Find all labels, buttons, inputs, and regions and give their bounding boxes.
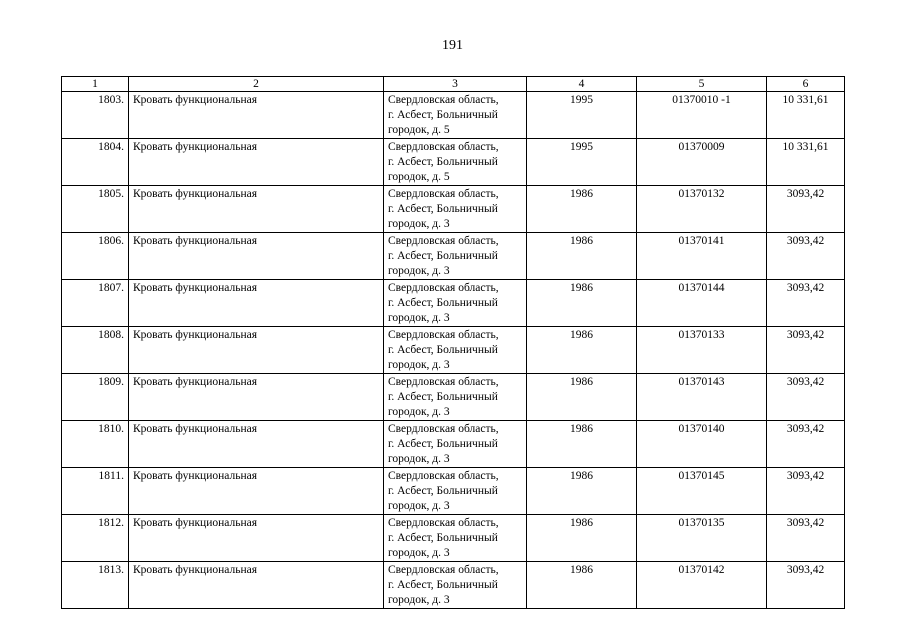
header-col-4: 4 — [527, 77, 637, 92]
table-row — [62, 421, 845, 468]
header-col-1: 1 — [62, 77, 129, 92]
item-cost: 3093,42 — [767, 186, 845, 233]
item-name: Кровать функциональная — [129, 280, 384, 327]
address-line: городок, д. 3 — [388, 500, 450, 512]
item-cost: 3093,42 — [767, 327, 845, 374]
table-row — [62, 562, 845, 609]
item-address — [384, 374, 527, 421]
item-cost: 3093,42 — [767, 562, 845, 609]
inventory-table — [61, 76, 845, 609]
header-col-3: 3 — [384, 77, 527, 92]
item-address — [384, 327, 527, 374]
row-number: 1803. — [62, 92, 129, 139]
item-name: Кровать функциональная — [129, 327, 384, 374]
item-year: 1986 — [527, 186, 637, 233]
inventory-number: 01370140 — [637, 421, 767, 468]
item-name: Кровать функциональная — [129, 233, 384, 280]
address-line: городок, д. 3 — [388, 453, 450, 465]
row-number: 1807. — [62, 280, 129, 327]
item-year: 1986 — [527, 233, 637, 280]
address-line: городок, д. 3 — [388, 547, 450, 559]
page-number: 191 — [442, 38, 463, 53]
table-row — [62, 374, 845, 421]
address-line: Свердловская область, — [388, 141, 499, 153]
inventory-number: 01370142 — [637, 562, 767, 609]
address-line: г. Асбест, Больничный — [388, 250, 498, 262]
table-header — [62, 77, 845, 92]
inventory-number: 01370144 — [637, 280, 767, 327]
address-line: г. Асбест, Больничный — [388, 156, 498, 168]
table-row — [62, 139, 845, 186]
item-year: 1986 — [527, 562, 637, 609]
row-number: 1805. — [62, 186, 129, 233]
table-row — [62, 280, 845, 327]
table-row — [62, 327, 845, 374]
item-address — [384, 562, 527, 609]
address-line: Свердловская область, — [388, 94, 499, 106]
inventory-number: 01370132 — [637, 186, 767, 233]
address-line: Свердловская область, — [388, 376, 499, 388]
item-name: Кровать функциональная — [129, 468, 384, 515]
item-address — [384, 421, 527, 468]
row-number: 1810. — [62, 421, 129, 468]
address-line: г. Асбест, Больничный — [388, 532, 498, 544]
table-row — [62, 515, 845, 562]
item-year: 1986 — [527, 515, 637, 562]
item-address — [384, 233, 527, 280]
inventory-number: 01370143 — [637, 374, 767, 421]
item-year: 1986 — [527, 280, 637, 327]
item-name: Кровать функциональная — [129, 139, 384, 186]
item-cost: 3093,42 — [767, 468, 845, 515]
address-line: г. Асбест, Больничный — [388, 297, 498, 309]
item-address — [384, 280, 527, 327]
item-address — [384, 515, 527, 562]
address-line: Свердловская область, — [388, 517, 499, 529]
address-line: Свердловская область, — [388, 470, 499, 482]
table-body — [62, 92, 845, 609]
header-row — [62, 77, 845, 92]
item-address — [384, 186, 527, 233]
address-line: городок, д. 3 — [388, 406, 450, 418]
address-line: городок, д. 3 — [388, 312, 450, 324]
table-row — [62, 186, 845, 233]
item-year: 1995 — [527, 92, 637, 139]
item-cost: 10 331,61 — [767, 92, 845, 139]
row-number: 1812. — [62, 515, 129, 562]
address-line: г. Асбест, Больничный — [388, 391, 498, 403]
item-name: Кровать функциональная — [129, 374, 384, 421]
address-line: городок, д. 5 — [388, 124, 450, 136]
item-year: 1986 — [527, 421, 637, 468]
row-number: 1811. — [62, 468, 129, 515]
header-col-6: 6 — [767, 77, 845, 92]
header-col-5: 5 — [637, 77, 767, 92]
address-line: Свердловская область, — [388, 282, 499, 294]
item-name: Кровать функциональная — [129, 421, 384, 468]
item-name: Кровать функциональная — [129, 562, 384, 609]
address-line: г. Асбест, Больничный — [388, 344, 498, 356]
item-address — [384, 92, 527, 139]
address-line: городок, д. 3 — [388, 265, 450, 277]
address-line: г. Асбест, Больничный — [388, 203, 498, 215]
inventory-number: 01370145 — [637, 468, 767, 515]
table-row — [62, 92, 845, 139]
table-row — [62, 233, 845, 280]
address-line: г. Асбест, Больничный — [388, 579, 498, 591]
header-col-2: 2 — [129, 77, 384, 92]
address-line: г. Асбест, Больничный — [388, 438, 498, 450]
address-line: городок, д. 3 — [388, 218, 450, 230]
inventory-number: 01370133 — [637, 327, 767, 374]
item-cost: 3093,42 — [767, 421, 845, 468]
inventory-number: 01370010 -1 — [637, 92, 767, 139]
item-year: 1986 — [527, 468, 637, 515]
item-name: Кровать функциональная — [129, 515, 384, 562]
inventory-number: 01370135 — [637, 515, 767, 562]
item-name: Кровать функциональная — [129, 186, 384, 233]
address-line: Свердловская область, — [388, 188, 499, 200]
item-year: 1986 — [527, 327, 637, 374]
table-row — [62, 468, 845, 515]
address-line: Свердловская область, — [388, 235, 499, 247]
row-number: 1809. — [62, 374, 129, 421]
address-line: городок, д. 5 — [388, 171, 450, 183]
item-address — [384, 139, 527, 186]
address-line: Свердловская область, — [388, 564, 499, 576]
inventory-number: 01370141 — [637, 233, 767, 280]
item-address — [384, 468, 527, 515]
row-number: 1804. — [62, 139, 129, 186]
address-line: городок, д. 3 — [388, 359, 450, 371]
address-line: городок, д. 3 — [388, 594, 450, 606]
row-number: 1813. — [62, 562, 129, 609]
inventory-number: 01370009 — [637, 139, 767, 186]
item-cost: 3093,42 — [767, 233, 845, 280]
address-line: г. Асбест, Больничный — [388, 109, 498, 121]
item-cost: 3093,42 — [767, 374, 845, 421]
row-number: 1806. — [62, 233, 129, 280]
item-year: 1995 — [527, 139, 637, 186]
item-cost: 3093,42 — [767, 280, 845, 327]
row-number: 1808. — [62, 327, 129, 374]
address-line: Свердловская область, — [388, 423, 499, 435]
address-line: г. Асбест, Больничный — [388, 485, 498, 497]
item-year: 1986 — [527, 374, 637, 421]
address-line: Свердловская область, — [388, 329, 499, 341]
item-cost: 3093,42 — [767, 515, 845, 562]
item-cost: 10 331,61 — [767, 139, 845, 186]
item-name: Кровать функциональная — [129, 92, 384, 139]
